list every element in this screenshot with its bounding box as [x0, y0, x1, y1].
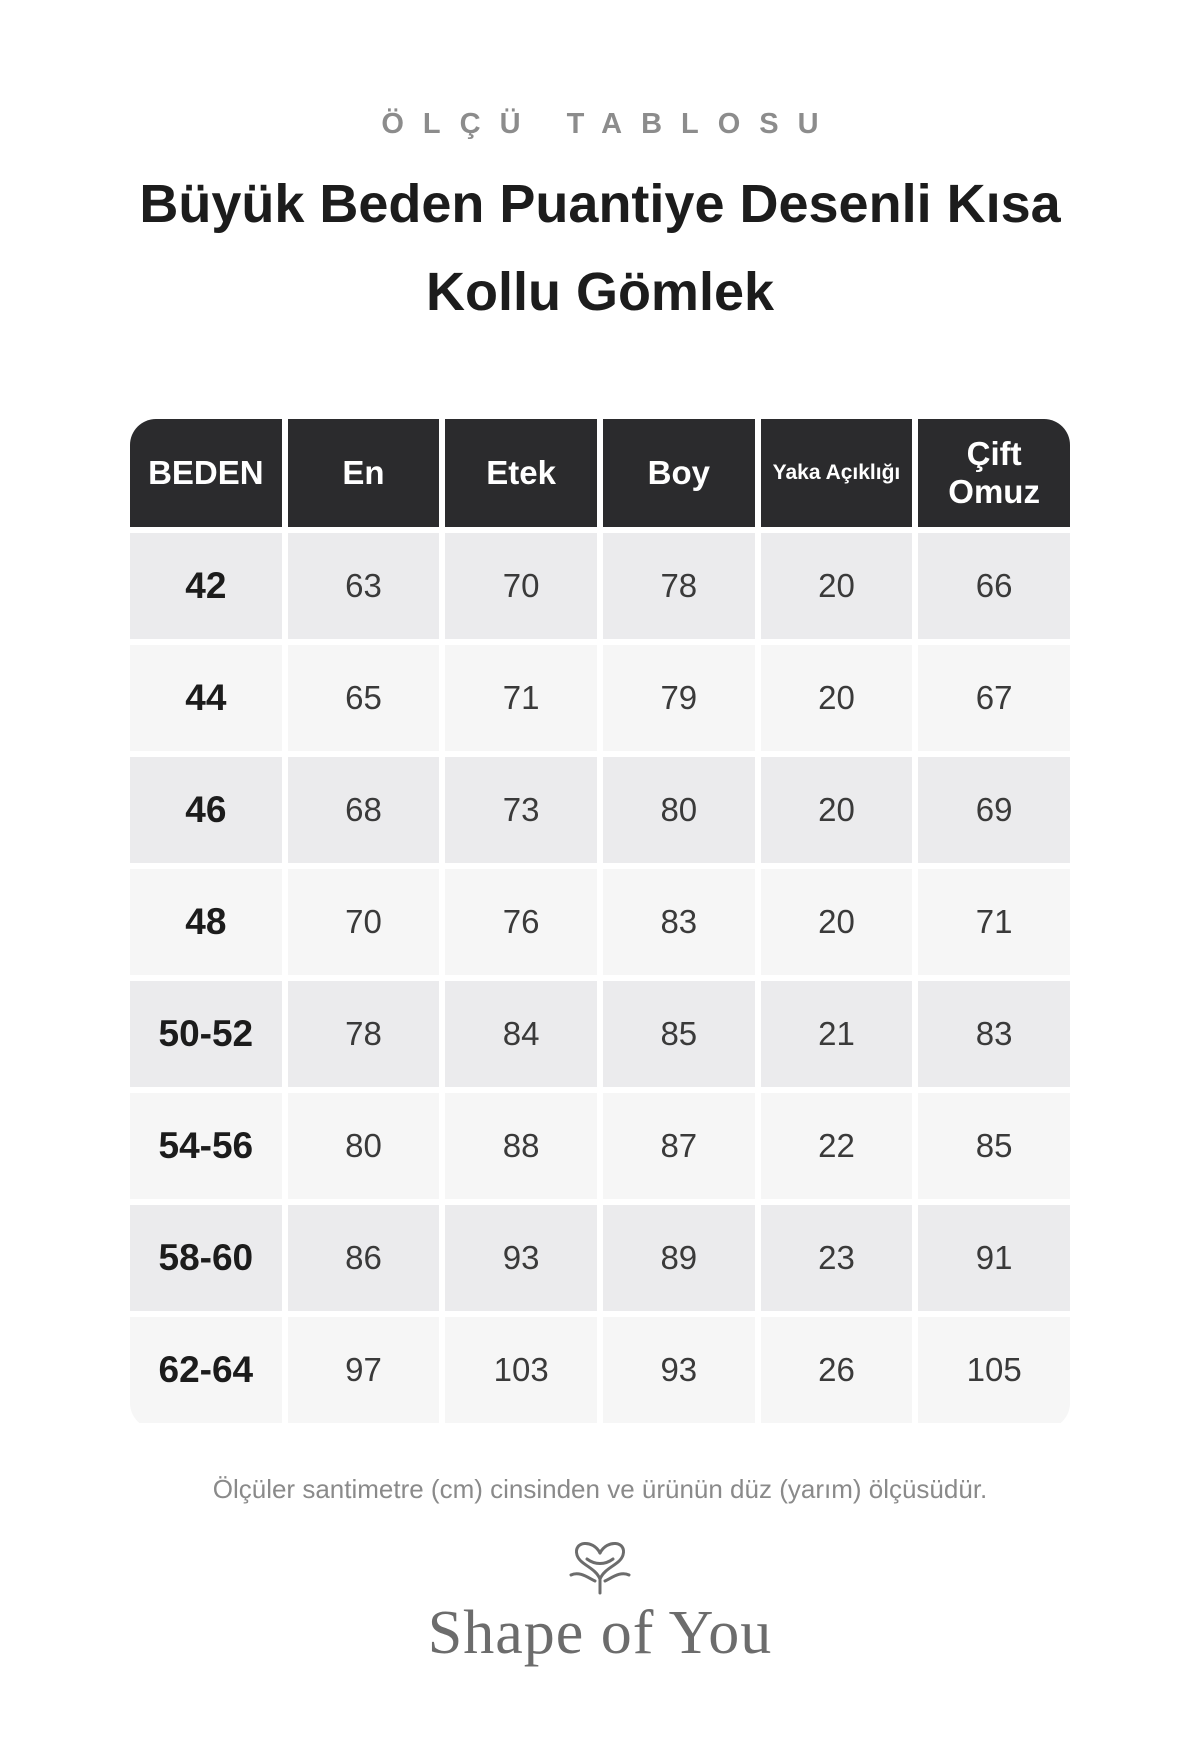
size-cell: 48: [130, 869, 282, 975]
table-cell: 85: [918, 1093, 1070, 1199]
heart-knot-logo-icon: [565, 1535, 635, 1597]
table-cell: 65: [288, 645, 440, 751]
table-cell: 66: [918, 533, 1070, 639]
table-cell: 70: [288, 869, 440, 975]
table-cell: 103: [445, 1317, 597, 1423]
table-cell: 63: [288, 533, 440, 639]
table-cell: 97: [288, 1317, 440, 1423]
table-cell: 93: [603, 1317, 755, 1423]
table-cell: 86: [288, 1205, 440, 1311]
table-cell: 20: [761, 869, 913, 975]
table-cell: 83: [918, 981, 1070, 1087]
size-cell: 62-64: [130, 1317, 282, 1423]
table-row: [130, 645, 1070, 751]
table-cell: 20: [761, 757, 913, 863]
table-row: [130, 1093, 1070, 1199]
table-cell: 79: [603, 645, 755, 751]
table-cell: 93: [445, 1205, 597, 1311]
table-cell: 69: [918, 757, 1070, 863]
table-cell: 20: [761, 645, 913, 751]
table-row: [130, 1205, 1070, 1311]
table-cell: 84: [445, 981, 597, 1087]
table-row: [130, 1317, 1070, 1423]
table-cell: 78: [288, 981, 440, 1087]
table-cell: 78: [603, 533, 755, 639]
page-title: Büyük Beden Puantiye Desenli Kısa Kollu Gömlek: [139, 174, 1061, 322]
table-cell: 71: [918, 869, 1070, 975]
table-cell: 67: [918, 645, 1070, 751]
table-cell: 73: [445, 757, 597, 863]
size-table: [130, 419, 1070, 1429]
measurement-note: Ölçüler santimetre (cm) cinsinden ve ürünün düz (yarım) ölçüsüdür.: [212, 1474, 988, 1504]
size-cell: 54-56: [130, 1093, 282, 1199]
size-cell: 46: [130, 757, 282, 863]
table-cell: 80: [603, 757, 755, 863]
table-cell: 83: [603, 869, 755, 975]
table-cell: 26: [761, 1317, 913, 1423]
table-cell: 80: [288, 1093, 440, 1199]
size-chart: [130, 419, 1070, 1429]
column-header-en: En: [288, 419, 440, 527]
column-header-beden: BEDEN: [130, 419, 282, 527]
table-header-row: [130, 419, 1070, 527]
table-cell: 23: [761, 1205, 913, 1311]
table-row: [130, 757, 1070, 863]
table-cell: 76: [445, 869, 597, 975]
kicker-label: ÖLÇÜ TABLOSU: [381, 108, 838, 140]
table-row: [130, 533, 1070, 639]
table-cell: 70: [445, 533, 597, 639]
table-cell: 89: [603, 1205, 755, 1311]
size-cell: 42: [130, 533, 282, 639]
column-header-cift-omuz: Çift Omuz: [918, 419, 1070, 527]
table-row: [130, 869, 1070, 975]
column-header-yaka-acikligi: Yaka Açıklığı: [761, 419, 913, 527]
table-cell: 21: [761, 981, 913, 1087]
table-cell: 91: [918, 1205, 1070, 1311]
size-cell: 50-52: [130, 981, 282, 1087]
table-cell: 20: [761, 533, 913, 639]
table-cell: 85: [603, 981, 755, 1087]
table-cell: 87: [603, 1093, 755, 1199]
size-cell: 44: [130, 645, 282, 751]
column-header-boy: Boy: [603, 419, 755, 527]
table-cell: 88: [445, 1093, 597, 1199]
table-cell: 68: [288, 757, 440, 863]
table-cell: 71: [445, 645, 597, 751]
table-row: [130, 981, 1070, 1087]
size-cell: 58-60: [130, 1205, 282, 1311]
column-header-etek: Etek: [445, 419, 597, 527]
table-cell: 22: [761, 1093, 913, 1199]
table-cell: 105: [918, 1317, 1070, 1423]
brand-name: Shape of You: [427, 1599, 773, 1667]
